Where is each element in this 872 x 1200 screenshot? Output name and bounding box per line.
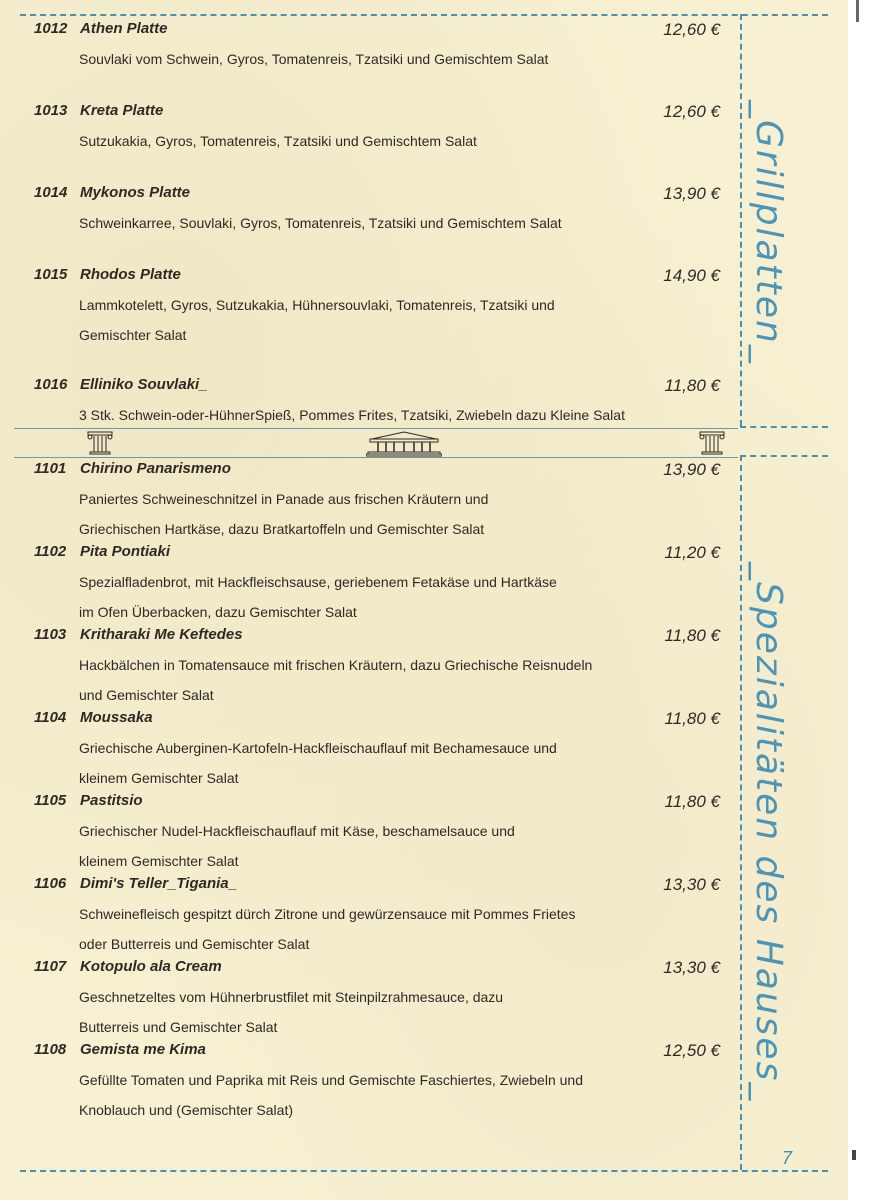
top-border	[20, 14, 828, 16]
item-number: 1013	[34, 102, 68, 119]
item-name: Kotopulo ala Cream	[80, 958, 222, 975]
item-price: 12,60 €	[663, 20, 720, 39]
item-number: 1101	[34, 460, 67, 477]
greek-temple-icon	[366, 431, 442, 457]
item-description: Geschnetzeltes vom Hühnerbrustfilet mit Steinpilzrahmesauce, dazu Butterreis und Gemischter Salat	[79, 989, 504, 1035]
menu-item	[34, 958, 724, 1042]
item-name: Rhodos Platte	[80, 266, 181, 283]
section-divider-right-bottom	[740, 455, 828, 457]
menu-item	[34, 792, 724, 876]
item-name: Chirino Panarismeno	[80, 460, 231, 477]
item-description: Lammkotelett, Gyros, Sutzukakia, Hühnersouvlaki, Tomatenreis, Tzatsiki und Gemischter Salat	[79, 297, 555, 343]
item-description: Griechische Auberginen-Kartofeln-Hackfleischauflauf mit Bechamesauce und kleinem Gemischter Salat	[79, 740, 557, 786]
item-number: 1103	[34, 626, 67, 643]
menu-item	[34, 20, 724, 74]
item-description: Gefüllte Tomaten und Paprika mit Reis und Gemischte Faschiertes, Zwiebeln und Knoblauch und (Gemischter Salat)	[79, 1072, 583, 1118]
item-number: 1108	[34, 1041, 67, 1058]
item-price: 13,30 €	[663, 875, 720, 894]
item-name: Athen Platte	[80, 20, 168, 37]
item-price: 11,80 €	[664, 626, 720, 645]
item-name: Kreta Platte	[80, 102, 164, 119]
section-divider-right-top	[740, 426, 828, 428]
item-price: 14,90 €	[663, 266, 720, 285]
scan-dot	[852, 1150, 856, 1160]
item-number: 1102	[34, 543, 67, 560]
item-price: 13,90 €	[663, 460, 720, 479]
item-name: Moussaka	[80, 709, 153, 726]
item-number: 1014	[34, 184, 68, 201]
item-price: 13,30 €	[663, 958, 720, 977]
item-number: 1016	[34, 376, 68, 393]
section-label-grillplatten: _Grillplatten_	[748, 100, 789, 365]
item-name: Elliniko Souvlaki_	[80, 376, 208, 393]
item-description: Sutzukakia, Gyros, Tomatenreis, Tzatsiki und Gemischtem Salat	[79, 133, 477, 149]
item-description: Spezialfladenbrot, mit Hackfleischsause, geriebenem Fetakäse und Hartkäse im Ofen Überbacken, dazu Gemischter Salat	[79, 574, 557, 620]
item-price: 11,80 €	[664, 709, 720, 728]
menu-item	[34, 626, 724, 710]
item-description: Hackbälchen in Tomatensauce mit frischen Kräutern, dazu Griechische Reisnudeln und Gemischter Salat	[79, 657, 593, 703]
item-description: Schweinefleisch gespitzt dürch Zitrone und gewürzensauce mit Pommes Frietes oder Butterreis und Gemischter Salat	[79, 906, 576, 952]
scan-border	[848, 0, 872, 1200]
section-label-spezialitaeten: _Spezialitäten des Hauses_	[748, 562, 789, 1103]
menu-item	[34, 709, 724, 793]
item-number: 1104	[34, 709, 67, 726]
scan-mark	[856, 0, 859, 22]
ionic-column-icon	[698, 431, 726, 455]
item-price: 12,50 €	[663, 1041, 720, 1060]
item-description: Schweinkarree, Souvlaki, Gyros, Tomatenreis, Tzatsiki und Gemischtem Salat	[79, 215, 562, 231]
menu-item	[34, 184, 724, 238]
item-price: 13,90 €	[663, 184, 720, 203]
item-number: 1107	[34, 958, 67, 975]
item-name: Dimi's Teller_Tigania_	[80, 875, 237, 892]
item-name: Kritharaki Me Keftedes	[80, 626, 243, 643]
column-divider-lower	[740, 455, 742, 1170]
item-number: 1015	[34, 266, 68, 283]
menu-item	[34, 266, 724, 350]
ionic-column-icon	[86, 431, 114, 455]
item-price: 11,80 €	[664, 792, 720, 811]
item-number: 1012	[34, 20, 68, 37]
item-name: Mykonos Platte	[80, 184, 191, 201]
menu-item	[34, 1041, 724, 1125]
item-price: 12,60 €	[663, 102, 720, 121]
item-number: 1106	[34, 875, 67, 892]
item-price: 11,80 €	[664, 376, 720, 395]
bottom-border	[20, 1170, 828, 1172]
menu-item	[34, 102, 724, 156]
menu-item	[34, 376, 724, 430]
item-description: Souvlaki vom Schwein, Gyros, Tomatenreis, Tzatsiki und Gemischtem Salat	[79, 51, 549, 67]
item-name: Pita Pontiaki	[80, 543, 171, 560]
item-price: 11,20 €	[664, 543, 720, 562]
item-description: 3 Stk. Schwein-oder-HühnerSpieß, Pommes Frites, Tzatsiki, Zwiebeln dazu Kleine Salat	[79, 407, 625, 423]
item-name: Gemista me Kima	[80, 1041, 206, 1058]
section-rule-bottom	[14, 457, 738, 458]
menu-item	[34, 875, 724, 959]
menu-item	[34, 460, 724, 544]
item-description: Paniertes Schweineschnitzel in Panade aus frischen Kräutern und Griechischen Hartkäse, dazu Bratkartoffeln und Gemischter Salat	[79, 491, 489, 537]
item-name: Pastitsio	[80, 792, 143, 809]
menu-item	[34, 543, 724, 627]
item-number: 1105	[34, 792, 67, 809]
page-number: 7	[782, 1148, 793, 1168]
column-divider-upper	[740, 14, 742, 426]
item-description: Griechischer Nudel-Hackfleischauflauf mit Käse, beschamelsauce und kleinem Gemischter Salat	[79, 823, 515, 869]
